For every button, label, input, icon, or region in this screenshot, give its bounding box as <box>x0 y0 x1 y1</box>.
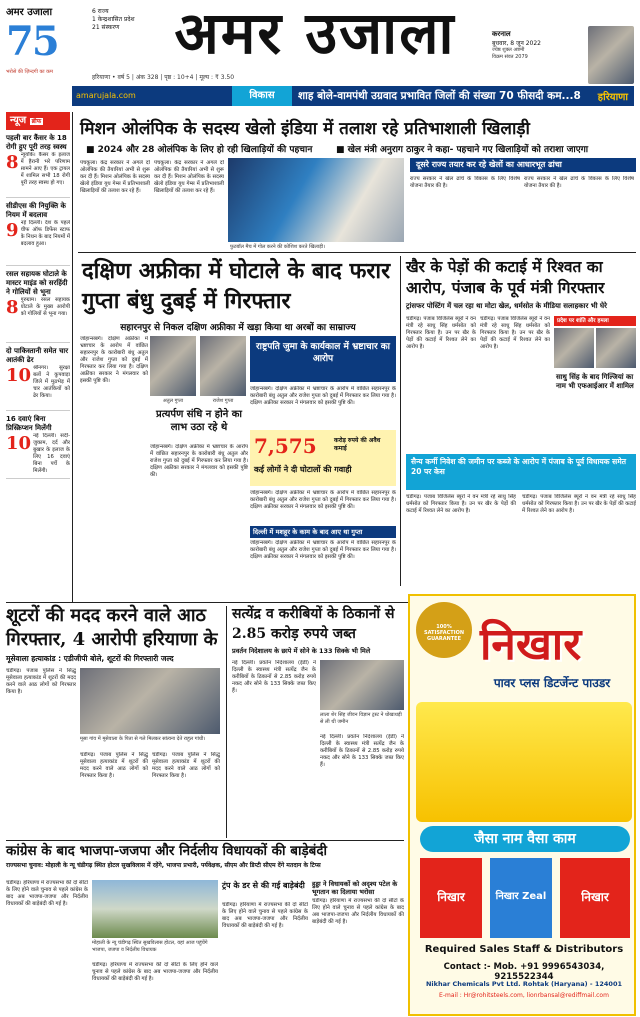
shooters-headline[interactable]: शूटरों की मदद करने वाले आठ गिरफ्तार, 4 आरोपी हरियाणा के <box>6 605 218 650</box>
sidebar-page-number: 10 <box>6 365 32 386</box>
lead-headline[interactable]: दक्षिण अफ्रीका में घोटाले के बाद फरार गुप्ता बंधु दुबई में गिरफ्तार <box>82 258 391 314</box>
sidebar-item-title: दो पाकिस्तानी समेत चार आतंकी ढेर <box>6 347 69 364</box>
congress-text2: चंडीगढ़। हरियाणा में राज्यसभा की दो सीटों के लिए होने वाले चुनाव से पहले कांग्रेस के बाद अब भाजपा-जजपा और निर्दलीय विधायकों की बाड़ेबंदी की गई है। <box>92 962 218 982</box>
ad-product: पावर प्लस डिटर्जेन्ट पाउडर <box>493 676 611 690</box>
sidebar-item-text: न्यूयॉर्क। कैंसर के इलाज में हैरानी भरे परिणाम सामने आए हैं। एक ट्रायल में शामिल सभी 18 रोगी पूरी तरह स्वस्थ हो गए। <box>20 152 70 186</box>
masthead-logo <box>6 4 68 74</box>
sainik-text1: चंडीगढ़। पंजाब विजिलेंस ब्यूरो ने वन मंत्री रहे साधु सिंह धर्मसोत को गिरफ्तार किया है। उन पर खैर के पेड़ों की कटाई में रिश्वत लेने का आरोप है। <box>406 494 516 514</box>
region-tag: हरियाणा <box>597 92 628 103</box>
person1-name: अतुल गुप्ता <box>162 398 184 404</box>
sidebar-item-title: 16 दवाएं बिना प्रिस्क्रिप्शन मिलेंगी <box>6 415 52 432</box>
shooters-photo-caption: मूसा गांव में मूसेवाला के पिता से गले मिलकर सांत्वना देते राहुल गांधी। <box>80 736 206 742</box>
ad-contact: Contact :- Mob. +91 9996543034, 9215522344 <box>443 962 605 982</box>
satyendra-headline[interactable]: सत्येंद्र व करीबियों के ठिकानों से 2.85 करोड़ रुपये जब्त <box>232 606 395 642</box>
congress-text1: चंडीगढ़। हरियाणा में राज्यसभा की दो सीटों के लिए होने वाले चुनाव से पहले कांग्रेस के बाद अब भाजपा-जजपा और निर्दलीय विधायकों की बाड़ेबंदी की गई है। <box>6 880 88 907</box>
sidebar-item-text: गुरुग्राम। रसल सहायक घोटाले के मुख्य आरोपी को गोलियों से भूना गया। <box>20 297 70 317</box>
sidebar-item-title: सीडीएस की नियुक्ति के नियम में बदलाव <box>6 202 66 219</box>
congress-text4: चंडीगढ़। हरियाणा में राज्यसभा की दो सीटों के लिए होने वाले चुनाव से पहले कांग्रेस के बाद अब भाजपा-जजपा और निर्दलीय विधायकों की बाड़ेबंदी की गई है। <box>312 898 404 925</box>
sidebar-item-text: नई दिल्ली। सर्दी-जुकाम, दर्द और बुखार के इलाज के लिए 16 दवाएं बिना पर्चे के मिलेंगी। <box>33 433 70 474</box>
pack3: निखार <box>560 858 630 938</box>
khair-headline[interactable]: खैर के पेड़ों की कटाई में रिश्वत का आरोप, पंजाब के पूर्व मंत्री गिरफ्तार <box>406 257 605 297</box>
date-block: करनाल बुधवार, 8 जून 2022 ज्येष्ठ शुक्ल अष्टमी विक्रम संवत 2079 <box>492 30 541 60</box>
zuma-box: राष्ट्रपति जुमा के कार्यकाल में भ्रष्टाचार का आरोप <box>250 336 396 382</box>
top-text-col1: पंचकूला। केंद्र सरकार ने अगले दो ओलंपिक की तैयारियां अभी से शुरू कर दी हैं। मिशन ओलंपिक के सदस्य खेलो इंडिया यूथ गेम्स में प्रतिभाशाली खिलाड़ियों की तलाश कर रहे हैं। <box>80 160 150 194</box>
congress-right-head: हुड्डा ने विधायकों को अदृश्य पटेल के भूगतान का दिलाया भरोसा <box>312 880 398 896</box>
sidebar-page-number: 8 <box>6 152 19 173</box>
khair-text-col2: चंडीगढ़। पंजाब विजिलेंस ब्यूरो ने वन मंत्री रहे साधु सिंह धर्मसोत को गिरफ्तार किया है। उन पर खैर के पेड़ों की कटाई में रिश्वत लेने का आरोप है। <box>480 316 550 350</box>
top-headline[interactable]: मिशन ओलंपिक के सदस्य खेलो इंडिया में तलाश रहे प्रतिभाशाली खिलाड़ी <box>80 119 530 139</box>
satyendra-text1: नई दिल्ली। प्रवर्तन निदेशालय (ईडी) ने दिल्ली के स्वास्थ्य मंत्री सत्येंद्र जैन के करीबियों के ठिकानों से 2.85 करोड़ रुपये नकद और सोने के 133 सिक्के जब्त किए हैं। <box>232 660 316 694</box>
figure-sub: कई लोगों ने दी घोटालों की गवाही <box>254 465 352 474</box>
figure-box <box>250 430 396 486</box>
sidebar-page-number: 10 <box>6 433 32 454</box>
sidebar-page-number: 9 <box>6 220 19 241</box>
lead-text-col3: जोहान्सबर्ग। दक्षिण अफ्रीका में भ्रष्टाचार के आरोप में वांछित सहारनपुर के कारोबारी बंधु अतुल और राजेश गुप्ता को दुबई में गिरफ्तार कर लिया गया है। दक्षिण अफ्रीका सरकार ने मंगलवार को इसकी पुष्टि की। <box>150 444 248 478</box>
khair-sub: ट्रांसफर पोस्टिंग में चल रहा था मोटा खेल, धर्मसोत के मीडिया सलाहकार भी घेरे <box>406 302 607 310</box>
ad-brand: निखार <box>480 619 582 670</box>
congress-headline[interactable]: कांग्रेस के बाद भाजपा-जजपा और निर्दलीय विधायकों की बाड़ेबंदी <box>6 843 328 859</box>
top-text-col2: पंचकूला। केंद्र सरकार ने अगले दो ओलंपिक की तैयारियां अभी से शुरू कर दी हैं। मिशन ओलंपिक के सदस्य खेलो इंडिया यूथ गेम्स में प्रतिभाशाली खिलाड़ियों की तलाश कर रहे हैं। <box>154 160 224 194</box>
khair-box-text: साधु सिंह के बाद गिल्जियां का नाम भी एफआईआर में शामिल <box>556 372 634 390</box>
section-tag: विकास <box>232 86 292 106</box>
logo-75: 75 <box>6 18 58 65</box>
site-link[interactable]: amarujala.com <box>76 91 136 100</box>
news-brief-sidebar <box>6 112 70 602</box>
congress-mid-head: ट्रंप के डर से की गई बाड़ेबंदी <box>222 880 305 890</box>
ad-email: E-mail : Hr@rohitsteels.com, lionrbansal@rediffmail.com <box>439 992 609 999</box>
edition-info: 6 राज्य 1 केन्द्रशासित प्रदेश 21 संस्करण <box>92 8 135 31</box>
khair-box-title: प्रदेश पर शांति और हमला <box>554 316 636 326</box>
congress-text3: चंडीगढ़। हरियाणा में राज्यसभा की दो सीटों के लिए होने वाले चुनाव से पहले कांग्रेस के बाद अब भाजपा-जजपा और निर्दलीय विधायकों की बाड़ेबंदी की गई है। <box>222 902 308 929</box>
sidebar-item-text: श्रीनगर। सुरक्षा बलों ने कुपवाड़ा जिले में मुठभेड़ में चार आतंकियों को ढेर किया। <box>33 365 70 399</box>
nikhar-ad[interactable] <box>408 594 636 1016</box>
shooters-text3: चंडीगढ़। पंजाब पुलिस ने सिद्धू मूसेवाला हत्याकांड में शूटरों की मदद करने वाले आठ लोगों को गिरफ्तार किया है। <box>152 752 220 779</box>
hotel-photo <box>92 880 218 938</box>
brand-small: अमर उजाला <box>6 7 53 18</box>
dubai-head: दिल्ली में मशहूर के काम के बाद आए था गुप्ता <box>250 526 396 538</box>
lead-text-col2: जोहान्सबर्ग। दक्षिण अफ्रीका में भ्रष्टाचार के आरोप में वांछित सहारनपुर के कारोबारी बंधु अतुल और राजेश गुप्ता को दुबई में गिरफ्तार कर लिया गया है। दक्षिण अफ्रीका सरकार ने मंगलवार को इसकी पुष्टि की। <box>250 386 396 406</box>
top-photo-caption: फुटबॉल मैच में गोल करने की कोशिश करते खिलाड़ी। <box>230 244 325 250</box>
lead-sub: सहारनपुर से निकल दक्षिण अफ्रीका में खड़ा किया था अरबों का साम्राज्य <box>120 323 356 333</box>
sidebar-item-title: रसल सहायक घोटाले के मास्टर माइंड को सरहिंदी ने गोलियों से भूना <box>6 270 68 296</box>
satyendra-photo-caption: लाला शेर सिंह जीवन विज्ञान ट्रस्ट ने धोखाधड़ी से ली थी जमीन <box>320 712 402 725</box>
moosewala-photo <box>80 668 220 734</box>
figure-value: 7,575 <box>254 434 317 458</box>
minister-photo <box>596 328 636 368</box>
sadhu-singh-photo <box>554 328 594 368</box>
top-right-head: दूसरे राज्य तयार कर रहे खेलों का आधारभूत ढांचा <box>410 158 636 172</box>
person2-name: राजेश गुप्ता <box>212 398 234 404</box>
top-sub1: ■ 2024 और 28 ओलंपिक के लिए हो रही खिलाड़ियों की पहचान <box>86 145 313 155</box>
shooters-sub: मूसेवाला हत्याकांड : एडीजीपी बोले, शूटरों की गिरफ्तारी जल्द <box>6 654 174 663</box>
brief-label: न्यूज ब्रीफ <box>6 112 70 130</box>
football-photo <box>228 158 404 242</box>
ad-requirement: Required Sales Staff & Distributors <box>424 944 624 955</box>
sidebar-item[interactable] <box>6 347 70 411</box>
sidebar-item-text: नई दिल्ली। देश के पहले चीफ ऑफ डिफेंस स्टाफ के निधन के बाद नियमों में बदलाव हुआ। <box>20 220 70 247</box>
top-right-text1: राज्य सरकार ने खेल ढांचे के विकास के लिए विशेष योजना तैयार की है। <box>410 176 520 189</box>
sidebar-item[interactable] <box>6 202 70 266</box>
lead-quote: प्रत्यर्पण संधि न होने का लाभ उठा रहे थे <box>156 409 242 433</box>
guarantee-badge: 100% SATISFACTION GUARANTEE <box>416 602 472 658</box>
lead-text-col1: जोहान्सबर्ग। दक्षिण अफ्रीका में भ्रष्टाचार के आरोप में वांछित सहारनपुर के कारोबारी बंधु अतुल और राजेश गुप्ता को दुबई में गिरफ्तार कर लिया गया है। दक्षिण अफ्रीका सरकार ने मंगलवार को इसकी पुष्टि की। <box>80 336 148 384</box>
masthead-meta: हरियाणा • वर्ष 5 | अंक 328 | पृष्ठ : 10+4 | मूल्य : ₹ 3.50 <box>92 74 235 81</box>
sidebar-item[interactable] <box>6 134 70 198</box>
sidebar-page-number: 8 <box>6 297 19 318</box>
rajesh-photo <box>200 336 246 396</box>
top-sub2: ■ खेल मंत्री अनुराग ठाकुर ने कहा- पहचाने गए खिलाड़ियों को तराशा जाएगा <box>336 145 589 155</box>
top-right-text2: राज्य सरकार ने खेल ढांचे के विकास के लिए विशेष योजना तैयार की है। <box>524 176 634 189</box>
khair-text-col1: चंडीगढ़। पंजाब विजिलेंस ब्यूरो ने वन मंत्री रहे साधु सिंह धर्मसोत को गिरफ्तार किया है। उन पर खैर के पेड़ों की कटाई में रिश्वत लेने का आरोप है। <box>406 316 476 350</box>
logo-caption: भरोसे की ज़िन्दगी का कम <box>6 69 54 75</box>
sidebar-item-title: पहली बार कैंसर के 18 रोगी हुए पूरी तरह स्वस्थ <box>6 134 67 151</box>
lead-text-col4: जोहान्सबर्ग। दक्षिण अफ्रीका में भ्रष्टाचार के आरोप में वांछित सहारनपुर के कारोबारी बंधु अतुल और राजेश गुप्ता को दुबई में गिरफ्तार कर लिया गया है। दक्षिण अफ्रीका सरकार ने मंगलवार को इसकी पुष्टि की। <box>250 490 396 510</box>
satyendra-sub: प्रवर्तन निदेशालय के छापे में सोने के 133 सिक्के भी मिले <box>232 647 371 655</box>
congress-photo-caption: मोहाली के न्यू चंडीगढ़ स्थित सुखविलास होटल, यहां आज पहुंचेंगे भाजपा, जजपा व निर्दलीय विधायक <box>92 940 208 953</box>
pack1: निखार <box>420 858 482 938</box>
lead-text-col5: जोहान्सबर्ग। दक्षिण अफ्रीका में भ्रष्टाचार के आरोप में वांछित सहारनपुर के कारोबारी बंधु अतुल और राजेश गुप्ता को दुबई में गिरफ्तार कर लिया गया है। दक्षिण अफ्रीका सरकार ने मंगलवार को इसकी पुष्टि की। <box>250 540 396 560</box>
ad-slogan: जैसा नाम वैसा काम <box>420 826 630 852</box>
ad-company: Nikhar Chemicals Pvt Ltd. Rohtak (Haryana) - 124001 <box>425 980 623 988</box>
shooters-text1: चंडीगढ़। पंजाब पुलिस ने सिद्धू मूसेवाला हत्याकांड में शूटरों की मदद करने वाले आठ लोगों को गिरफ्तार किया है। <box>6 668 76 695</box>
satyendra-text2: नई दिल्ली। प्रवर्तन निदेशालय (ईडी) ने दिल्ली के स्वास्थ्य मंत्री सत्येंद्र जैन के करीबियों के ठिकानों से 2.85 करोड़ रुपये नकद और सोने के 133 सिक्के जब्त किए हैं। <box>320 734 404 768</box>
newspaper-title: अमर उजाला <box>174 0 456 67</box>
congress-sub: राज्यसभा चुनाव: मोहाली के न्यू चंडीगढ़ स्थित होटल सुखविलास में रहेंगे, भाजपा प्रभारी, पर्यवेक्षक, सीएम और डिप्टी सीएम देंगे मतदान के टिप्स <box>6 862 321 869</box>
politician-photo <box>588 26 634 84</box>
satyendra-photo <box>320 660 404 710</box>
sainik-text2: चंडीगढ़। पंजाब विजिलेंस ब्यूरो ने वन मंत्री रहे साधु सिंह धर्मसोत को गिरफ्तार किया है। उन पर खैर के पेड़ों की कटाई में रिश्वत लेने का आरोप है। <box>522 494 636 514</box>
figure-label: करोड़ रुपये की अवैध कमाई <box>334 437 381 452</box>
sainik-head: सैन्य कर्मी निवेश की जमीन पर कब्जे के आरोप में पंजाब के पूर्व विधायक समेत 20 पर केस <box>406 454 636 490</box>
navbar-headline[interactable]: शाह बोले-वामपंथी उग्रवाद प्रभावित जिलों की संख्या 70 फीसदी कम...8 <box>298 90 581 102</box>
sidebar-item[interactable] <box>6 415 70 479</box>
top-navbar <box>72 86 634 106</box>
sidebar-item[interactable] <box>6 270 70 343</box>
pack2: निखार Zeal <box>490 858 552 938</box>
atul-photo <box>150 336 196 396</box>
shooters-text2: चंडीगढ़। पंजाब पुलिस ने सिद्धू मूसेवाला हत्याकांड में शूटरों की मदद करने वाले आठ लोगों को गिरफ्तार किया है। <box>80 752 148 779</box>
